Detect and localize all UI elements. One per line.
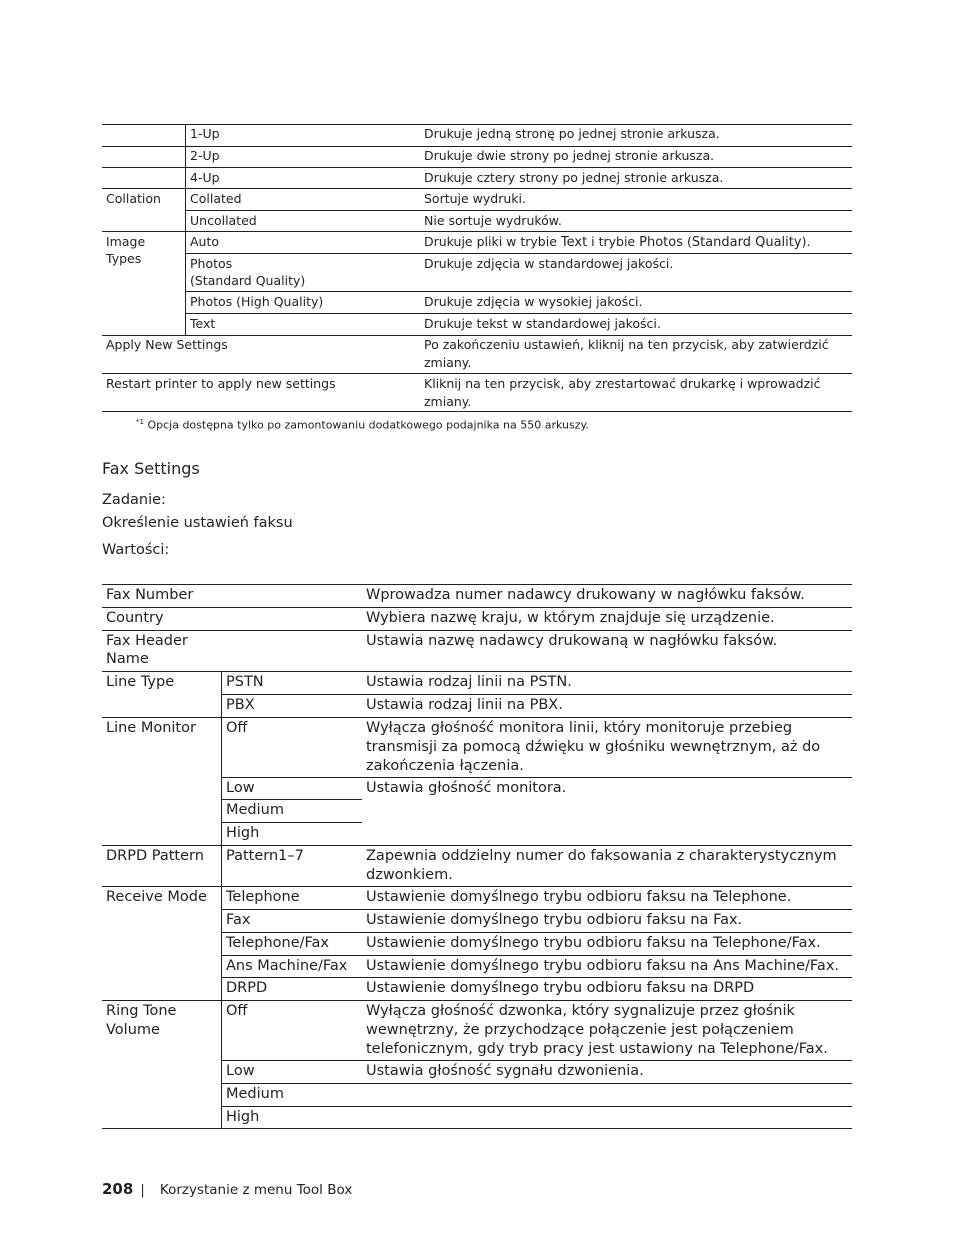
receive-mode-fax: Fax — [226, 912, 251, 928]
receive-mode-drpd: DRPD — [226, 980, 268, 996]
image-types-text: Text — [190, 316, 216, 331]
ring-tone-label-line1: Ring Tone — [106, 1003, 177, 1019]
line-type-pbx-desc: Ustawia rodzaj linii na PBX. — [366, 697, 563, 713]
line-monitor-low-desc: Ustawia głośność monitora. — [366, 780, 567, 796]
page-footer — [102, 1179, 352, 1198]
receive-mode-telephone-desc: Ustawienie domyślnego trybu odbioru faksu na Telephone. — [366, 889, 792, 905]
layout-option-4up-desc: Drukuje cztery strony po jednej stronie arkusza. — [424, 170, 724, 185]
footer-text: Korzystanie z menu Tool Box — [159, 1182, 353, 1198]
line-type-pstn: PSTN — [226, 674, 264, 690]
receive-mode-ans-machine-fax-desc: Ustawienie domyślnego trybu odbioru faksu na Ans Machine/Fax. — [366, 958, 840, 974]
image-types-photos-hq: Photos (High Quality) — [190, 294, 324, 309]
ring-tone-off: Off — [226, 1003, 248, 1019]
footnote — [136, 418, 589, 432]
footer-divider: | — [140, 1183, 145, 1198]
receive-mode-ans-machine-fax: Ans Machine/Fax — [226, 958, 348, 974]
receive-mode-fax-desc: Ustawienie domyślnego trybu odbioru faksu na Fax. — [366, 912, 743, 928]
line-type-pbx: PBX — [226, 697, 255, 713]
collation-label: Collation — [106, 191, 161, 206]
receive-mode-telephone-fax: Telephone/Fax — [226, 935, 330, 951]
layout-option-2up-desc: Drukuje dwie strony po jednej stronie arkusza. — [424, 148, 715, 163]
footnote-marker: *1 — [136, 418, 144, 426]
image-types-text-desc: Drukuje tekst w standardowej jakości. — [424, 316, 661, 331]
drpd-pattern-value: Pattern1–7 — [226, 848, 304, 864]
collation-uncollated: Uncollated — [190, 213, 257, 228]
drpd-pattern-label: DRPD Pattern — [106, 848, 204, 864]
line-monitor-label: Line Monitor — [106, 720, 196, 736]
fax-header-label-line2: Name — [106, 651, 149, 667]
line-monitor-low: Low — [226, 780, 255, 796]
ring-tone-high: High — [226, 1109, 260, 1125]
fax-number-desc: Wprowadza numer nadawcy drukowany w nagłówku faksów. — [366, 587, 805, 603]
receive-mode-drpd-desc: Ustawienie domyślnego trybu odbioru faksu na DRPD — [366, 980, 755, 996]
footnote-text: Opcja dostępna tylko po zamontowaniu dodatkowego podajnika na 550 arkuszy. — [147, 418, 589, 432]
line-monitor-medium: Medium — [226, 802, 284, 818]
apply-new-settings-label: Apply New Settings — [106, 337, 228, 352]
ring-tone-low-desc: Ustawia głośność sygnału dzwonienia. — [366, 1063, 644, 1079]
line-monitor-off-desc: Wyłącza głośność monitora linii, który monitoruje przebieg transmisji za pomocą dźwięku w głośniku wewnętrznym, aż do zakończenia łączenia. — [366, 720, 821, 774]
ring-tone-low: Low — [226, 1063, 255, 1079]
image-types-label-line2: Types — [106, 251, 142, 266]
ring-tone-medium: Medium — [226, 1086, 284, 1102]
page-number: 208 — [102, 1180, 134, 1198]
image-types-photos-line2: (Standard Quality) — [190, 273, 306, 288]
receive-mode-label: Receive Mode — [106, 889, 207, 905]
image-types-photos-hq-desc: Drukuje zdjęcia w wysokiej jakości. — [424, 294, 643, 309]
image-types-photos-desc: Drukuje zdjęcia w standardowej jakości. — [424, 256, 674, 271]
values-label: Wartości: — [102, 542, 170, 558]
collation-collated: Collated — [190, 191, 242, 206]
line-monitor-high: High — [226, 825, 260, 841]
restart-printer-desc: Kliknij na ten przycisk, aby zrestartować drukarkę i wprowadzić zmiany. — [424, 376, 821, 409]
drpd-pattern-desc: Zapewnia oddzielny numer do faksowania z charakterystycznym dzwonkiem. — [366, 848, 837, 883]
fax-number-label: Fax Number — [106, 587, 194, 603]
country-desc: Wybiera nazwę kraju, w którym znajduje się urządzenie. — [366, 610, 775, 626]
fax-header-desc: Ustawia nazwę nadawcy drukowaną w nagłówku faksów. — [366, 633, 778, 649]
receive-mode-telephone-fax-desc: Ustawienie domyślnego trybu odbioru faksu na Telephone/Fax. — [366, 935, 821, 951]
collation-collated-desc: Sortuje wydruki. — [424, 191, 526, 206]
image-types-auto: Auto — [190, 234, 220, 249]
image-types-photos-line1: Photos — [190, 256, 233, 271]
line-monitor-off: Off — [226, 720, 248, 736]
layout-option-1up-desc: Drukuje jedną stronę po jednej stronie arkusza. — [424, 126, 720, 141]
collation-uncollated-desc: Nie sortuje wydruków. — [424, 213, 562, 228]
layout-option-2up: 2-Up — [190, 148, 220, 163]
task-label: Zadanie: — [102, 492, 166, 508]
layout-option-4up: 4-Up — [190, 170, 220, 185]
restart-printer-label: Restart printer to apply new settings — [106, 376, 336, 391]
line-type-pstn-desc: Ustawia rodzaj linii na PSTN. — [366, 674, 572, 690]
apply-new-settings-desc: Po zakończeniu ustawień, kliknij na ten przycisk, aby zatwierdzić zmiany. — [424, 337, 829, 370]
line-type-label: Line Type — [106, 674, 175, 690]
country-label: Country — [106, 610, 164, 626]
fax-header-label-line1: Fax Header — [106, 633, 188, 649]
section-heading: Fax Settings — [102, 459, 200, 478]
image-types-auto-desc: Drukuje pliki w trybie Text i trybie Photos (Standard Quality). — [424, 234, 811, 250]
image-types-label-line1: Image — [106, 234, 146, 249]
ring-tone-label-line2: Volume — [106, 1022, 160, 1038]
receive-mode-telephone: Telephone — [226, 889, 300, 905]
layout-option-1up: 1-Up — [190, 126, 220, 141]
task-text: Określenie ustawień faksu — [102, 515, 293, 531]
ring-tone-off-desc: Wyłącza głośność dzwonka, który sygnalizuje przez głośnik wewnętrzny, że przychodzące połączenie jest połączeniem telefonicznym, gdy tryb pracy jest ustawiony na Telephone/Fax. — [366, 1003, 828, 1057]
